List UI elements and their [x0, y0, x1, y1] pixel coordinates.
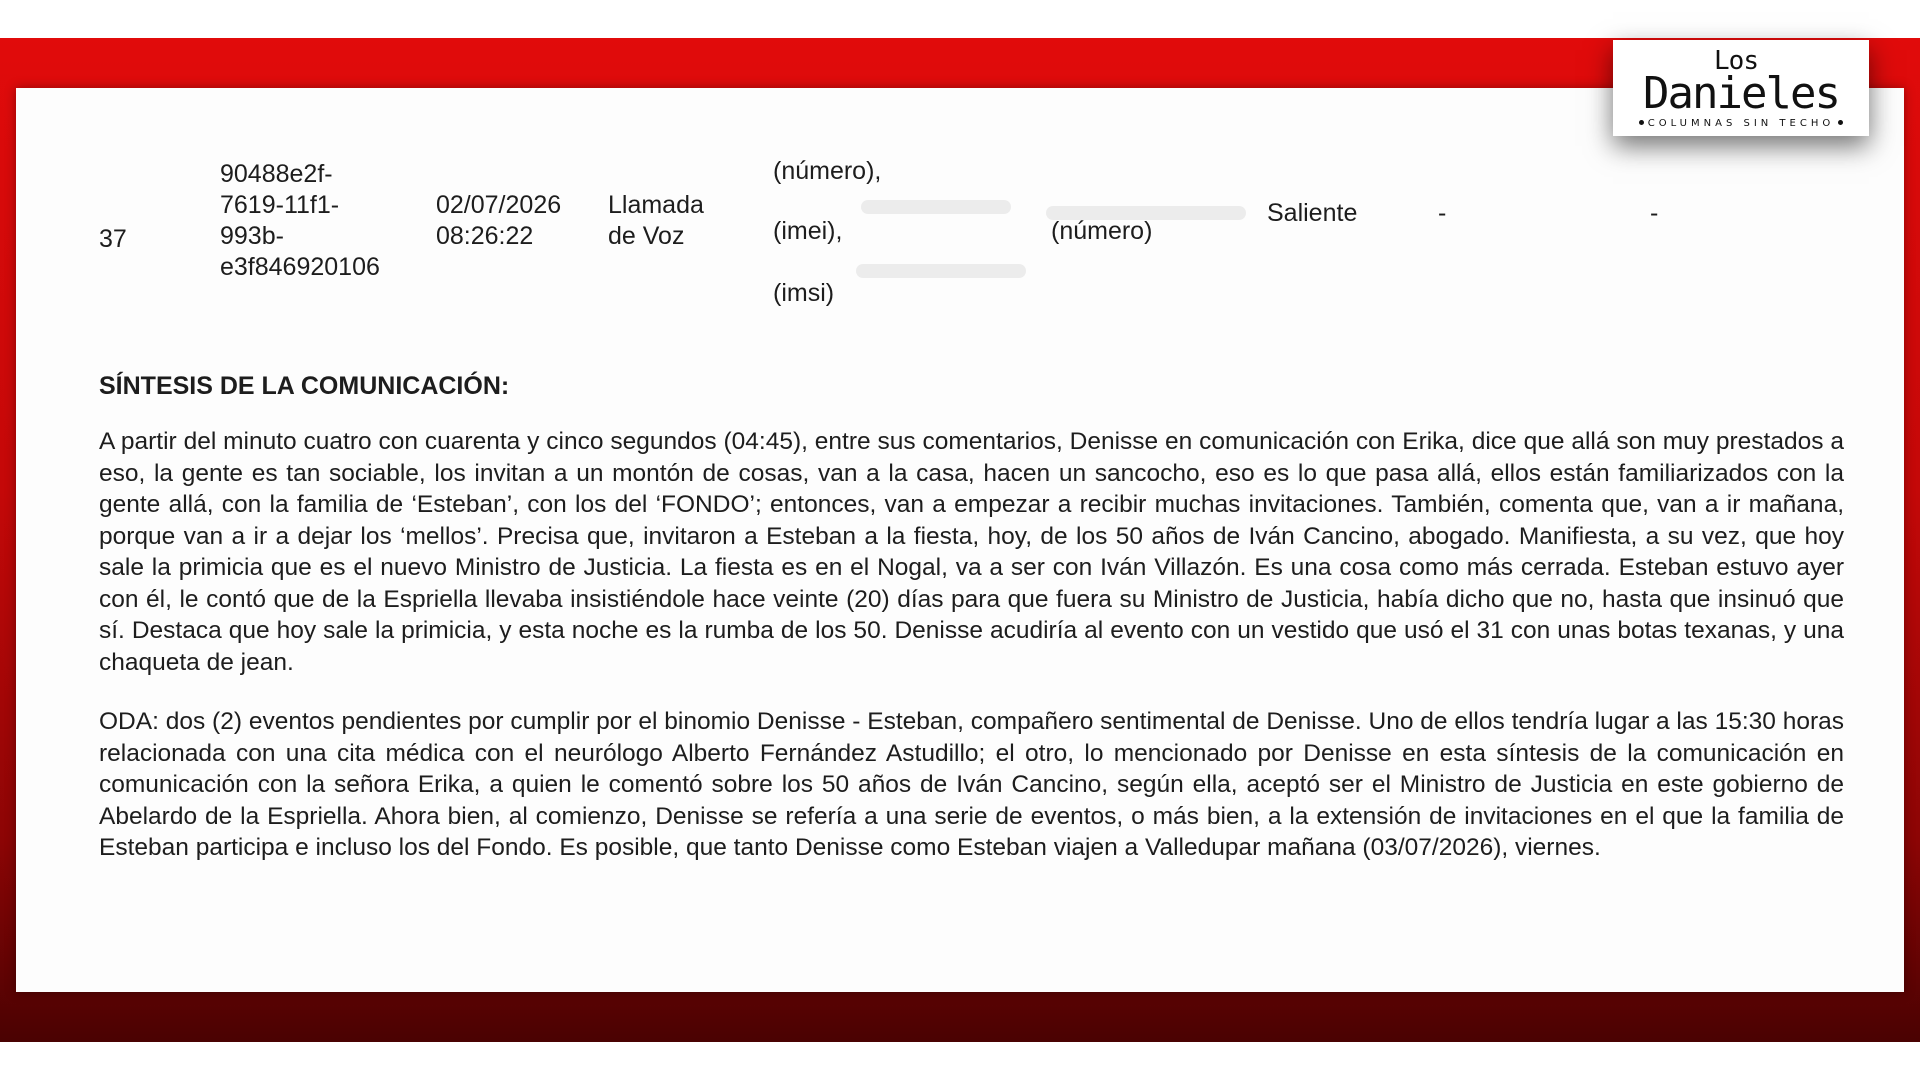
synthesis-title: SÍNTESIS DE LA COMUNICACIÓN: — [99, 372, 510, 400]
synthesis-paragraph-2: ODA: dos (2) eventos pendientes por cumplir por el binomio Denisse - Esteban, compañero sentimental de Denisse. Uno de ellos tendría lugar a las 15:30 horas relacionada con una cita médica con el neurólogo Alberto Fernández Astudillo; el otro, lo mencionado por Denisse en esta síntesis de la comunicación en comunicación con la señora Erika, a quien le comentó sobre los 50 años de Iván Cancino, según ella, aceptó ser el Ministro de Justicia en este gobierno de Abelardo de la Espriella. Ahora bien, al comienzo, Denisse se refería a una serie de eventos, o más bien, a la extensión de invitaciones en el que la familia de Esteban participa e incluso los del Fondo. Es posible, que tanto Denisse como Esteban viajen a Valledupar mañana (03/07/2026), viernes. — [99, 708, 1844, 861]
origin-imsi-label: (imsi) — [773, 279, 835, 307]
destination-number-label: (número) — [1051, 217, 1153, 245]
record-id-line: 993b- — [220, 222, 284, 250]
record-type-line: de Voz — [608, 222, 685, 250]
redaction-smudge — [861, 200, 1011, 214]
record-datetime — [436, 190, 561, 252]
record-direction: Saliente — [1267, 199, 1358, 227]
logo-tagline — [1635, 118, 1847, 129]
record-date: 02/07/2026 — [436, 191, 562, 219]
origin-imei-label: (imei), — [773, 217, 843, 245]
record-column-a: - — [1438, 199, 1447, 227]
bullet-icon — [1838, 120, 1843, 125]
record-type — [608, 190, 704, 252]
record-id-line: 7619-11f1- — [220, 191, 340, 219]
los-danieles-logo — [1613, 40, 1869, 136]
logo-line-danieles: Danieles — [1643, 67, 1839, 119]
origin-number-label: (número), — [773, 157, 882, 185]
record-type-line: Llamada — [608, 191, 704, 219]
redaction-smudge — [856, 264, 1026, 278]
logo-tagline-text: COLUMNAS SIN TECHO — [1647, 117, 1835, 129]
document-page — [16, 88, 1904, 992]
record-id-line: 90488e2f- — [220, 160, 333, 188]
logo-line-los: Los — [1714, 45, 1758, 76]
record-id — [220, 159, 380, 283]
record-index: 37 — [99, 225, 127, 253]
record-column-b: - — [1650, 199, 1659, 227]
synthesis-paragraph-1: A partir del minuto cuatro con cuarenta y cinco segundos (04:45), entre sus comentarios, Denisse en comunicación con Erika, dice que allá son muy prestados a eso, la gente es tan sociable, los invitan a un montón de cosas, van a la casa, hacen un sancocho, eso es lo que pasa allá, ellos están familiarizados con la gente allá, con la familia de ‘Esteban’, con los del ‘FONDO’; entonces, van a empezar a recibir muchas invitaciones. También, comenta que, van a ir mañana, porque van a ir a dejar los ‘mellos’. Precisa que, invitaron a Esteban a la fiesta, hoy, de los 50 años de Iván Cancino, abogado. Manifiesta, a su vez, que hoy sale la primicia que es el nuevo Ministro de Justicia. La fiesta es en el Nogal, va a ser con Iván Villazón. Es una cosa como más cerrada. Esteban estuvo ayer con él, le contó que de la Espriella llevaba insistiéndole hace veinte (20) días para que fuera su Ministro de Justicia, había dicho que no, hasta que insinuó que sí. Destaca que hoy sale la primicia, y esta noche es la rumba de los 50. Denisse acudiría al evento con un vestido que usó el 31 con unas botas texanas, y una chaqueta de jean. — [99, 428, 1844, 676]
record-time: 08:26:22 — [436, 222, 534, 250]
bullet-icon — [1639, 120, 1644, 125]
record-id-line: e3f846920106 — [220, 253, 380, 281]
